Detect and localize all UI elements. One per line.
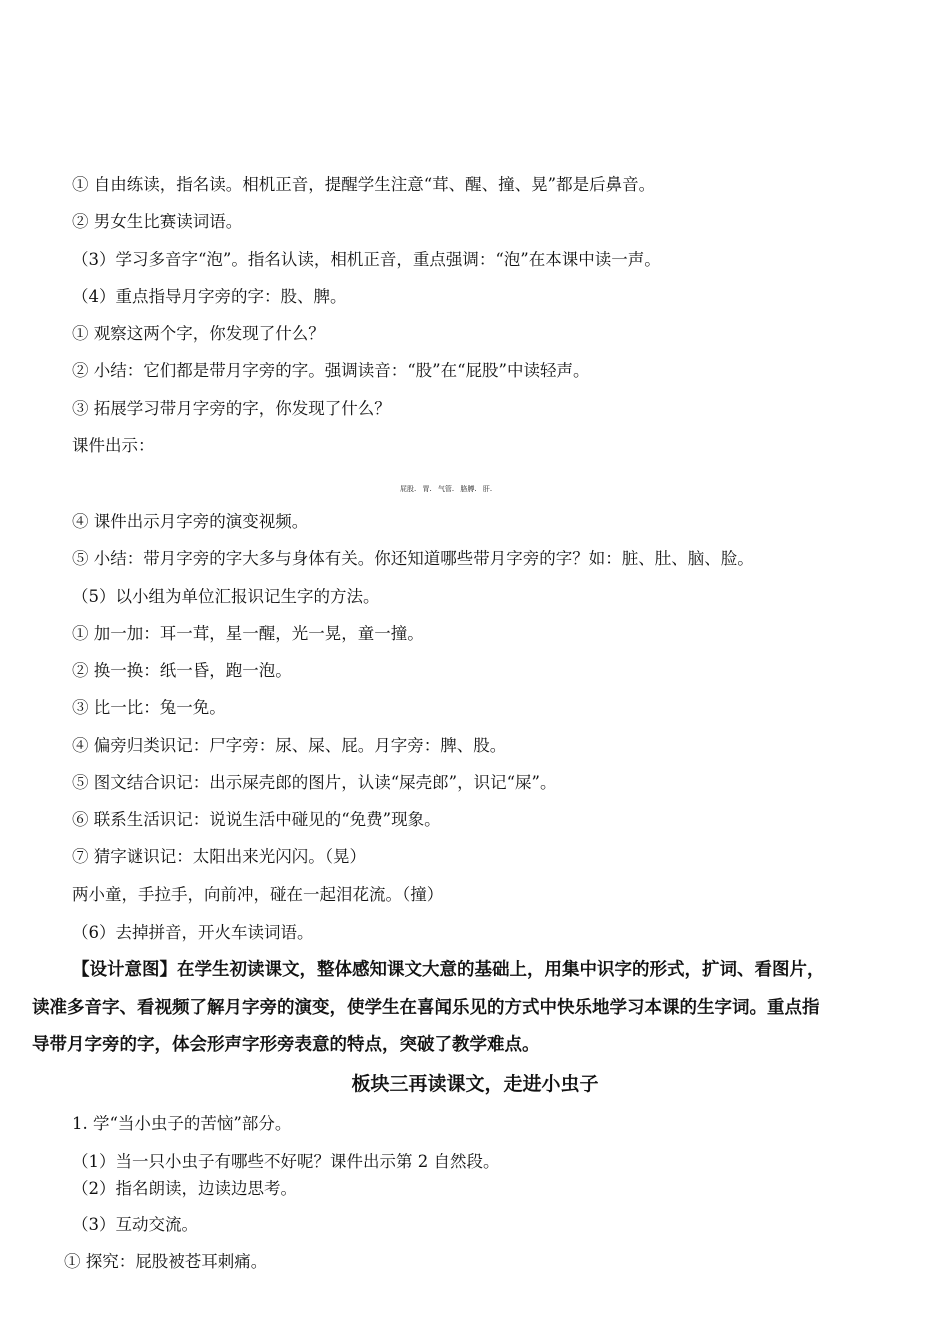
text-line: 课件出示： [72, 436, 155, 455]
text-line: ③ 比一比：兔一免。 [72, 698, 226, 717]
courseware-word: 气管. [437, 485, 455, 493]
text-line: 两小童，手拉手，向前冲，碰在一起泪花流。（撞） [72, 885, 444, 904]
text-line: （4）重点指导月字旁的字：股、脾。 [72, 287, 347, 306]
text-line: （3）学习多音字“泡”。指名认读，相机正音，重点强调：“泡”在本课中读一声。 [72, 250, 661, 269]
text-line: （3）互动交流。 [72, 1215, 198, 1234]
text-line: ⑥ 联系生活识记：说说生活中碰见的“免费”现象。 [72, 810, 441, 829]
text-line: ③ 拓展学习带月字旁的字，你发现了什么？ [72, 399, 391, 418]
text-line: ④ 偏旁归类识记：尸字旁：尿、屎、屁。月字旁：脾、股。 [72, 736, 507, 755]
courseware-word: 胳膊. [460, 485, 477, 493]
courseware-word: 肝. [482, 485, 493, 493]
courseware-word: 屁股. [400, 485, 417, 493]
section-title: 板块三再读课文，走进小虫子 [351, 1073, 599, 1095]
text-line: （5）以小组为单位汇报识记生字的方法。 [72, 587, 380, 606]
design-intent-line: 导带月字旁的字，体会形声字形旁表意的特点，突破了教学难点。 [32, 1035, 540, 1055]
design-intent-line: 【设计意图】在学生初读课文，整体感知课文大意的基础上，用集中识字的形式，扩词、看图片， [72, 960, 825, 980]
text-line: 1. 学“当小虫子的苦恼”部分。 [72, 1114, 292, 1133]
text-line: ⑦ 猜字谜识记：太阳出来光闪闪。（晃） [72, 847, 366, 866]
text-line: ① 探究：屁股被苍耳刺痛。 [64, 1252, 268, 1271]
text-line: ⑤ 图文结合识记：出示屎壳郎的图片，认读“屎壳郎”，识记“屎”。 [72, 773, 557, 792]
courseware-word: 胃. [422, 485, 432, 493]
design-intent-line: 读准多音字、看视频了解月字旁的演变，使学生在喜闻乐见的方式中快乐地学习本课的生字词。重点指 [32, 998, 820, 1018]
text-line: ② 换一换：纸一昏，跑一泡。 [72, 661, 292, 680]
courseware-word-list [400, 484, 496, 494]
text-line: ④ 课件出示月字旁的演变视频。 [72, 512, 309, 531]
text-line: （1）当一只小虫子有哪些不好呢？课件出示第 2 自然段。 [72, 1152, 500, 1171]
text-line: （2）指名朗读，边读边思考。 [72, 1179, 297, 1198]
text-line: ② 男女生比赛读词语。 [72, 212, 243, 231]
text-line: ⑤ 小结：带月字旁的字大多与身体有关。你还知道哪些带月字旁的字？如：脏、肚、脑、脸。 [72, 549, 754, 568]
text-line: ① 自由练读，指名读。相机正音，提醒学生注意“茸、醒、撞、晃”都是后鼻音。 [72, 175, 656, 194]
text-line: ① 加一加：耳一茸，星一醒，光一晃，童一撞。 [72, 624, 424, 643]
text-line: ② 小结：它们都是带月字旁的字。强调读音：“股”在“屁股”中读轻声。 [72, 361, 590, 380]
text-line: （6）去掉拼音，开火车读词语。 [72, 923, 314, 942]
text-line: ① 观察这两个字，你发现了什么？ [72, 324, 325, 343]
